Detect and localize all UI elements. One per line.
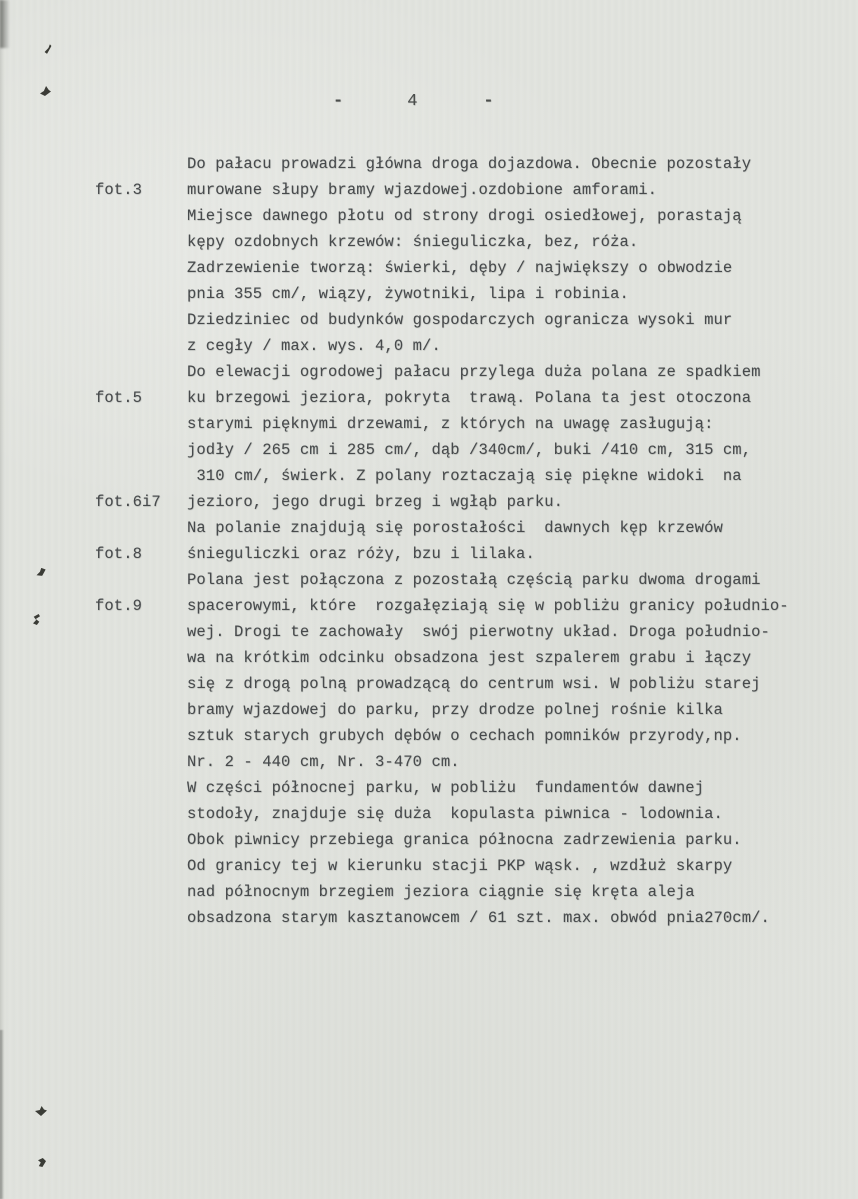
line-text: Dziedziniec od budynków gospodarczych ogranicza wysoki mur xyxy=(187,311,733,329)
photo-reference-label xyxy=(95,333,187,359)
line-text: z cegły / max. wys. 4,0 m/. xyxy=(187,337,441,355)
photo-reference-label xyxy=(95,723,187,749)
line-text: starymi pięknymi drzewami, z których na uwagę zasługują: xyxy=(187,415,714,433)
text-line xyxy=(95,775,825,801)
text-line xyxy=(95,593,825,619)
photo-reference-label xyxy=(95,229,187,255)
text-line xyxy=(95,619,825,645)
photo-reference-label xyxy=(95,281,187,307)
text-line xyxy=(95,333,825,359)
line-text: Na polanie znajdują się porostałości dawnych kęp krzewów xyxy=(187,519,723,537)
text-line xyxy=(95,749,825,775)
text-line xyxy=(95,359,825,385)
text-line xyxy=(95,385,825,411)
line-text: ku brzegowi jeziora, pokryta trawą. Polana ta jest otoczona xyxy=(187,389,752,407)
line-text: murowane słupy bramy wjazdowej.ozdobione amforami. xyxy=(187,181,658,199)
ink-speck xyxy=(35,567,46,577)
text-line xyxy=(95,541,825,567)
typewritten-text-block xyxy=(95,151,825,931)
text-line xyxy=(95,879,825,905)
line-text: Zadrzewienie tworzą: świerki, dęby / największy o obwodzie xyxy=(187,259,733,277)
photo-reference-label xyxy=(95,567,187,593)
photo-reference-label xyxy=(95,359,187,385)
text-line xyxy=(95,645,825,671)
text-line xyxy=(95,489,825,515)
text-line xyxy=(95,723,825,749)
text-line xyxy=(95,203,825,229)
line-text: spacerowymi, które rozgałęziają się w pobliżu granicy południo- xyxy=(187,597,789,615)
text-line xyxy=(95,697,825,723)
text-line xyxy=(95,671,825,697)
page-number-header xyxy=(333,92,494,112)
text-line xyxy=(95,411,825,437)
text-line xyxy=(95,801,825,827)
page-number-left-dash: - xyxy=(333,92,344,111)
line-text: wej. Drogi te zachowały swój pierwotny układ. Droga południo- xyxy=(187,623,770,641)
photo-reference-label xyxy=(95,801,187,827)
line-text: W części północnej parku, w pobliżu fundamentów dawnej xyxy=(187,779,705,797)
text-line xyxy=(95,307,825,333)
text-line xyxy=(95,177,825,203)
text-line xyxy=(95,229,825,255)
photo-reference-label xyxy=(95,671,187,697)
photo-reference-label xyxy=(95,151,187,177)
ink-speck xyxy=(40,86,51,96)
photo-reference-label xyxy=(95,905,187,931)
line-text: Miejsce dawnego płotu od strony drogi osiedłowej, porastają xyxy=(187,207,742,225)
line-text: stodoły, znajduje się duża kopulasta piwnica - lodownia. xyxy=(187,805,723,823)
line-text: Nr. 2 - 440 cm, Nr. 3-470 cm. xyxy=(187,753,460,771)
text-line xyxy=(95,281,825,307)
line-text: obsadzona starym kasztanowcem / 61 szt. max. obwód pnia270cm/. xyxy=(187,909,770,927)
photo-reference-label: fot.6i7 xyxy=(95,493,161,511)
line-text: wa na krótkim odcinku obsadzona jest szpalerem grabu i łączy xyxy=(187,649,752,667)
line-text: kępy ozdobnych krzewów: śnieguliczka, bez, róża. xyxy=(187,233,639,251)
line-text: jodły / 265 cm i 285 cm/, dąb /340cm/, buki /410 cm, 315 cm, xyxy=(187,441,752,459)
photo-reference-label xyxy=(95,749,187,775)
text-line xyxy=(95,151,825,177)
photo-reference-label xyxy=(95,411,187,437)
photo-reference-label xyxy=(95,775,187,801)
line-text: jezioro, jego drugi brzeg i wgłąb parku. xyxy=(187,493,564,511)
photo-reference-label xyxy=(95,645,187,671)
photo-reference-label xyxy=(95,255,187,281)
scan-edge-shadow xyxy=(0,0,5,1199)
line-text: nad północnym brzegiem jeziora ciągnie się kręta aleja xyxy=(187,883,695,901)
text-line xyxy=(95,515,825,541)
ink-speck xyxy=(44,44,51,55)
line-text: 310 cm/, świerk. Z polany roztaczają się piękne widoki na xyxy=(187,467,742,485)
photo-reference-label xyxy=(95,879,187,905)
line-text: Obok piwnicy przebiega granica północna zadrzewienia parku. xyxy=(187,831,742,849)
line-text: śnieguliczki oraz róży, bzu i lilaka. xyxy=(187,545,535,563)
photo-reference-label: fot.8 xyxy=(95,545,143,563)
ink-speck xyxy=(35,1106,47,1116)
photo-reference-label: fot.5 xyxy=(95,389,143,407)
photo-reference-label xyxy=(95,515,187,541)
photo-reference-label xyxy=(95,307,187,333)
ink-speck xyxy=(38,1158,46,1167)
line-text: Polana jest połączona z pozostałą częścią parku dwoma drogami xyxy=(187,571,761,589)
line-text: Do pałacu prowadzi główna droga dojazdowa. Obecnie pozostały xyxy=(187,155,752,173)
text-line xyxy=(95,827,825,853)
photo-reference-label: fot.3 xyxy=(95,181,143,199)
ink-speck xyxy=(33,614,40,625)
line-text: się z drogą polną prowadzącą do centrum wsi. W pobliżu starej xyxy=(187,675,761,693)
text-line xyxy=(95,463,825,489)
text-line xyxy=(95,567,825,593)
photo-reference-label xyxy=(95,463,187,489)
text-line xyxy=(95,905,825,931)
scan-corner-shadow xyxy=(0,0,10,48)
photo-reference-label xyxy=(95,203,187,229)
photo-reference-label xyxy=(95,853,187,879)
line-text: Od granicy tej w kierunku stacji PKP wąsk. , wzdłuż skarpy xyxy=(187,857,733,875)
line-text: pnia 355 cm/, wiązy, żywotniki, lipa i robinia. xyxy=(187,285,629,303)
line-text: bramy wjazdowej do parku, przy drodze polnej rośnie kilka xyxy=(187,701,723,719)
text-line xyxy=(95,255,825,281)
text-line xyxy=(95,437,825,463)
line-text: Do elewacji ogrodowej pałacu przylega duża polana ze spadkiem xyxy=(187,363,761,381)
photo-reference-label xyxy=(95,619,187,645)
photo-reference-label xyxy=(95,437,187,463)
scan-edge-shadow-bottom xyxy=(0,1030,4,1199)
page-number-right-dash: - xyxy=(483,92,494,111)
photo-reference-label xyxy=(95,827,187,853)
text-line xyxy=(95,853,825,879)
line-text: sztuk starych grubych dębów o cechach pomników przyrody,np. xyxy=(187,727,742,745)
page-number: 4 xyxy=(407,92,418,111)
photo-reference-label: fot.9 xyxy=(95,597,143,615)
photo-reference-label xyxy=(95,697,187,723)
